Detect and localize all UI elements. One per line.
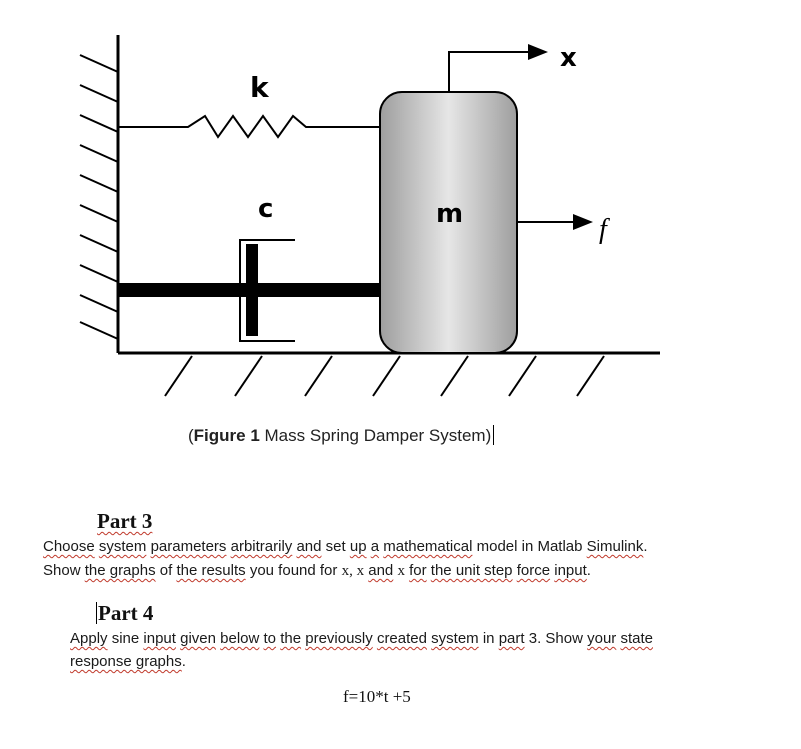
spring — [118, 116, 380, 137]
figure-caption — [188, 425, 494, 446]
p4l1-j: system — [431, 630, 479, 647]
part3-title-text: Part 3 — [97, 509, 153, 533]
part4-cursor — [96, 602, 97, 624]
p4l1-n: your — [587, 630, 617, 647]
force-label: f — [599, 214, 607, 245]
p3l1-end: . — [643, 538, 648, 555]
p4l1-a: Apply — [70, 630, 108, 647]
part3-line2 — [43, 560, 591, 582]
p4l1-h: previously — [305, 630, 373, 647]
p4l1-b: sine — [111, 630, 140, 647]
fixed-wall — [80, 35, 118, 353]
force-arrow — [517, 214, 593, 230]
caption-figure-ref: Figure 1 — [193, 426, 260, 445]
part3-line1 — [43, 536, 648, 557]
damper — [118, 240, 380, 341]
p3l2-l: input — [554, 562, 587, 579]
p4l1-g: the — [280, 630, 302, 647]
p3l2-c: of — [159, 562, 173, 579]
p3l2-b: the graphs — [84, 562, 156, 579]
p4l1-e: below — [220, 630, 260, 647]
p4l1-k: in — [482, 630, 495, 647]
input-formula: f=10*t +5 — [343, 687, 411, 706]
p4l2-a: response graphs — [70, 653, 182, 670]
part4-line2 — [70, 651, 186, 672]
p3l1-w1: Choose — [43, 538, 95, 555]
p3l1-w2: system — [98, 538, 147, 555]
p4l1-i: created — [376, 630, 427, 647]
p3l2-k: force — [516, 562, 551, 579]
damper-label: c — [258, 194, 274, 224]
p3l2-g: and — [368, 562, 394, 579]
p4l1-d: given — [180, 630, 216, 647]
text-cursor — [493, 425, 494, 445]
p3l2-j: the unit step — [430, 562, 513, 579]
p3l1-w6: set — [325, 538, 346, 555]
p4l1-l: part — [498, 630, 525, 647]
spring-label: k — [250, 71, 269, 104]
p3l1-w5: and — [296, 538, 322, 555]
displacement-label: x — [560, 43, 577, 73]
p4l1-f: to — [263, 630, 277, 647]
part3-title — [97, 509, 152, 534]
p3l2-h: x — [397, 563, 405, 579]
p3l1-w11: Simulink — [586, 538, 644, 555]
p3l2-end: . — [586, 562, 591, 579]
p3l1-w8: a — [370, 538, 380, 555]
part4-title-text: Part 4 — [98, 601, 154, 625]
p3l1-w3: parameters — [150, 538, 227, 555]
p3l2-i: for — [409, 562, 427, 579]
p3l2-a: Show — [43, 562, 81, 579]
p3l2-d: the results — [176, 562, 246, 579]
p3l2-f: x, x — [341, 563, 365, 579]
part4-line1 — [70, 628, 653, 649]
p4l1-c: input — [143, 630, 176, 647]
mass-label: m — [436, 199, 464, 229]
p4l1-m: 3. Show — [528, 630, 583, 647]
caption-open-paren: ( — [188, 426, 194, 445]
part4-title — [96, 601, 153, 626]
p3l2-e: you found for — [249, 562, 338, 579]
p3l1-w9: mathematical — [383, 538, 473, 555]
p3l1-w4: arbitrarily — [230, 538, 293, 555]
p3l1-w10: model in Matlab — [476, 538, 583, 555]
ground — [118, 353, 660, 396]
caption-text: Mass Spring Damper System) — [259, 426, 492, 445]
p4l2-end: . — [181, 653, 186, 670]
displacement-arrow — [449, 44, 548, 92]
p3l1-w7: up — [349, 538, 367, 555]
p4l1-o: state — [620, 630, 653, 647]
